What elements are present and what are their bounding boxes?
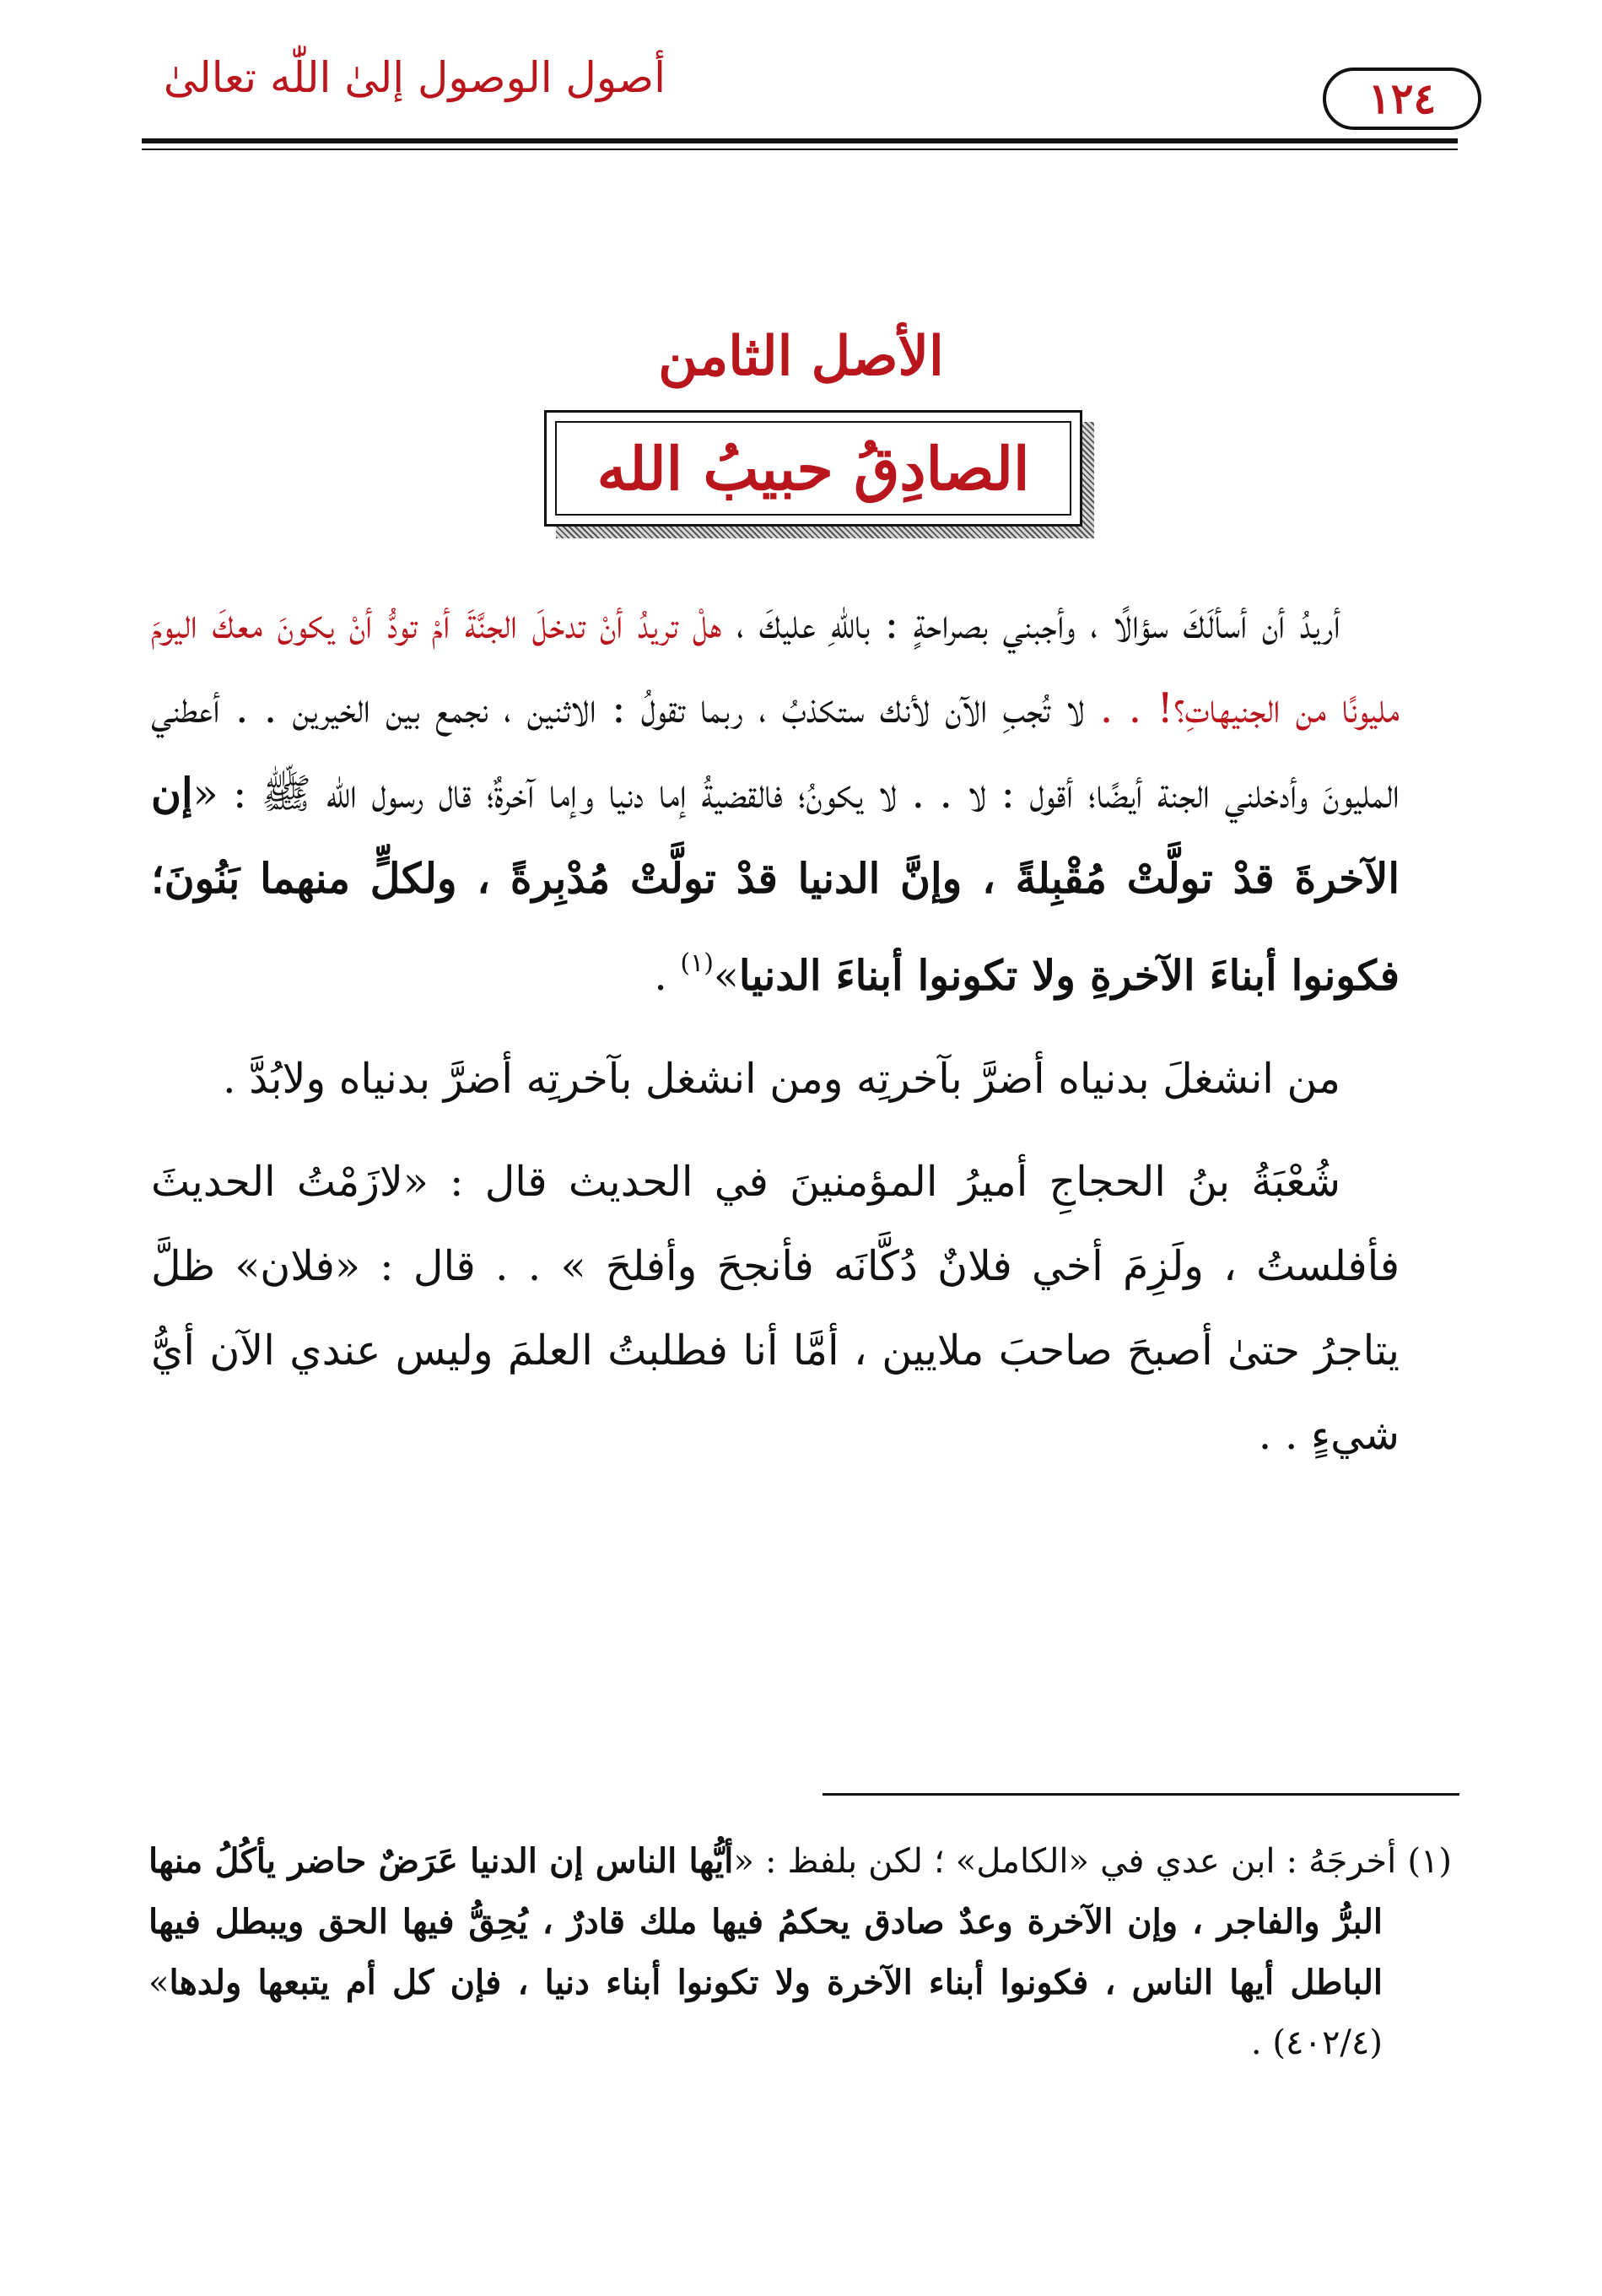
chapter-title: الصادِقُ حبيبُ الله xyxy=(596,433,1030,504)
section-label: الأصل الثامن xyxy=(658,325,944,388)
footnote-citation: » (٤٠٢/٤) . xyxy=(148,1964,1383,2062)
footnote-quote: أيُّها الناس إن الدنيا عَرَضٌ حاضر يأكُلُ منها البرُّ والفاجر ، وإن الآخرة وعدٌ صادق يحكمُ فيها ملك قادرٌ ، يُحِقُّ فيها الحق ويبطل فيها الباطل أيها الناس ، فكونوا أبناء الآخرة ولا تكونوا أبناء دنيا ، فإن كل أم يتبعها ولدها xyxy=(148,1841,1383,2002)
paragraph-1-continuation: لا تُجبِ الآن لأنك ستكذبُ ، ربما تقولُ : الاثنين ، نجمع بين الخيرين . . أعطني المليونَ وأدخلني الجنة أيضًا؛ أقول : لا . . لا يكونُ؛ فالقضيةُ إما دنيا وإما آخرةٌ؛ قال رسول اللّٰه ﷺ : « xyxy=(151,684,1400,818)
body-text xyxy=(151,582,1400,1478)
paragraph-1-question: هلْ تريدُ أنْ تدخلَ الجنَّةَ أمْ تودُّ أنْ يكونَ معكَ اليومَ مليونًا من الجنيهاتِ؟! . . xyxy=(151,600,1400,732)
paragraph-1 xyxy=(151,582,1400,1018)
paragraph-2: من انشغلَ بدنياه أضرَّ بآخرتِه ومن انشغل بآخرتِه أضرَّ بدنياه ولابُدَّ . xyxy=(223,1055,1340,1103)
page-number: ١٢٤ xyxy=(1367,73,1437,123)
page-number-badge xyxy=(1323,68,1481,130)
footnote-separator xyxy=(823,1793,1459,1796)
footnote-marker: (١) xyxy=(1407,1842,1453,1881)
hadith-quote: إن الآخرةَ قدْ تولَّتْ مُقْبِلةً ، وإنَّ الدنيا قدْ تولَّتْ مُدْبِرةً ، ولكلٍّ منهما بَنُونَ؛ فكونوا أبناءَ الآخرةِ ولا تكونوا أبناءَ الدنيا xyxy=(151,769,1400,1000)
header-rule-thin xyxy=(142,149,1458,150)
header-rule xyxy=(142,138,1458,143)
paragraph-1-end: . xyxy=(654,952,681,1000)
footnote-1 xyxy=(148,1831,1452,2073)
title-frame xyxy=(544,410,1082,527)
paragraph-3: شُعْبَةُ بنُ الحجاجِ أميرُ المؤمنينَ في الحديث قال : «لازَمْتُ الحديثَ فأفلستُ ، ولَزِمَ أخي فلانٌ دُكَّانَه فأنجحَ وأفلحَ » . . قال : «فلان» ظلَّ يتاجرُ حتىٰ أصبحَ صاحبَ ملايين ، أمَّا أنا فطلبتُ العلمَ وليس عندي الآن أيُّ شيءٍ . . xyxy=(151,1158,1400,1459)
footnote-reference[interactable]: (١) xyxy=(680,948,714,978)
footnote-intro: أخرجَهُ : ابن عدي في «الكامل» ؛ لكن بلفظ : « xyxy=(733,1842,1397,1881)
hadith-close-quote: » xyxy=(713,952,739,1000)
paragraph-1-intro: أريدُ أن أسألَكَ سؤالًا ، وأجبني بصراحةٍ : باللّٰهِ عليكَ ، xyxy=(721,600,1340,648)
running-title: أصول الوصول إلىٰ اللّٰه تعالىٰ xyxy=(163,53,666,102)
title-frame-inner xyxy=(555,421,1071,516)
